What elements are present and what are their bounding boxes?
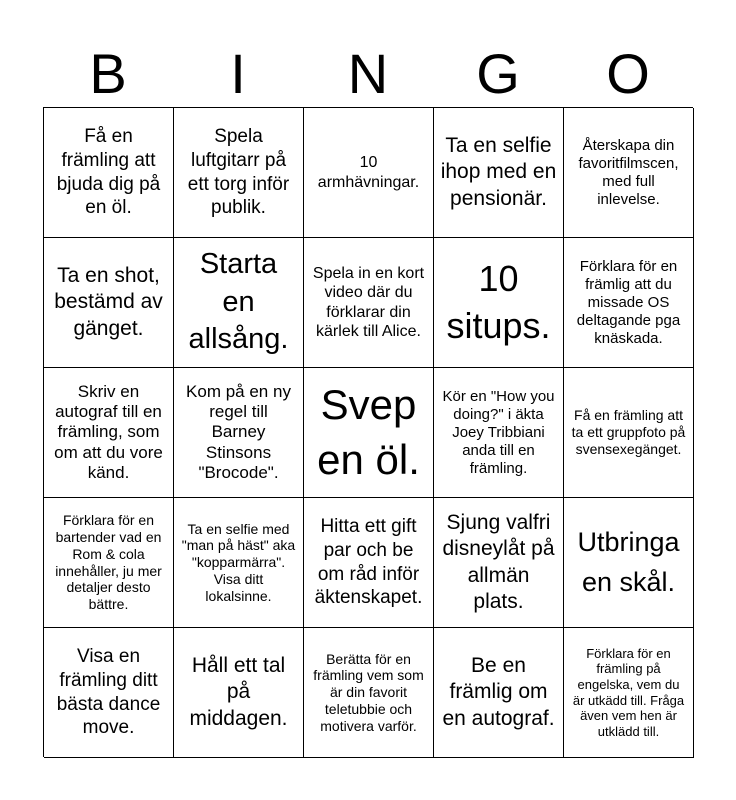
cell-text: Svep en öl. xyxy=(317,380,420,483)
cell-text: Få en främling att bjuda dig på en öl. xyxy=(56,126,161,219)
bingo-cell-r1c1[interactable] xyxy=(44,108,174,238)
cell-text: Förklara för en främling på engelska, vem du är utkädd till. Fråga även vem hen är utklädd till. xyxy=(572,645,685,739)
cell-text: Utbringa en skål. xyxy=(577,527,680,597)
header-letter-n: N xyxy=(347,42,389,105)
cell-text: Hitta ett gift par och be om råd inför äktenskapet. xyxy=(314,516,423,609)
bingo-cell-r3c1[interactable] xyxy=(44,368,174,498)
cell-text: 10 situps. xyxy=(446,257,551,346)
bingo-cell-r3c5[interactable] xyxy=(564,368,694,498)
bingo-cell-r4c2[interactable] xyxy=(174,498,304,628)
bingo-cell-r5c3[interactable] xyxy=(304,628,434,758)
cell-text: Håll ett tal på middagen. xyxy=(189,654,288,730)
cell-text: Starta en allsång. xyxy=(188,247,289,356)
bingo-cell-r1c5[interactable] xyxy=(564,108,694,238)
bingo-cell-r2c5[interactable] xyxy=(564,238,694,368)
bingo-cell-r2c2[interactable] xyxy=(174,238,304,368)
cell-text: Kör en "How you doing?" i äkta Joey Tribbiani anda till en främling. xyxy=(442,387,555,477)
bingo-cell-r3c2[interactable] xyxy=(174,368,304,498)
bingo-cell-r1c4[interactable] xyxy=(434,108,564,238)
cell-text: Skriv en autograf till en främling, som om att du vore känd. xyxy=(54,381,163,483)
bingo-cell-r1c2[interactable] xyxy=(174,108,304,238)
cell-text: Spela luftgitarr på ett torg inför publik. xyxy=(187,126,290,219)
bingo-cell-r3c4[interactable] xyxy=(434,368,564,498)
cell-text: Få en främling att ta ett gruppfoto på svensexegänget. xyxy=(571,407,686,457)
cell-text: Återskapa din favoritfilmscen, med full inlevelse. xyxy=(578,136,679,208)
header-letter-b: B xyxy=(89,42,127,105)
cell-text: Ta en shot, bestämd av gänget. xyxy=(54,264,163,340)
cell-text: 10 armhävningar. xyxy=(317,154,420,191)
cell-text: Förklara för en främlig att du missade OS deltagande pga knäskada. xyxy=(576,257,681,347)
bingo-cell-r4c5[interactable] xyxy=(564,498,694,628)
cell-text: Förklara för en bartender vad en Rom & cola innehåller, ju mer detaljer desto bättre. xyxy=(55,512,162,613)
bingo-cell-r2c1[interactable] xyxy=(44,238,174,368)
bingo-cell-r2c4[interactable] xyxy=(434,238,564,368)
bingo-cell-r5c5[interactable] xyxy=(564,628,694,758)
bingo-cell-r4c4[interactable] xyxy=(434,498,564,628)
bingo-cell-r3c3[interactable] xyxy=(304,368,434,498)
header-letter-i: I xyxy=(230,42,246,105)
cell-text: Kom på en ny regel till Barney Stinsons "Brocode". xyxy=(186,381,291,483)
bingo-cell-r5c4[interactable] xyxy=(434,628,564,758)
cell-text: Ta en selfie med "man på häst" aka "kopparmärra". Visa ditt lokalsinne. xyxy=(181,520,296,604)
cell-text: Sjung valfri disneylåt på allmän plats. xyxy=(442,511,555,613)
bingo-cell-r4c3[interactable] xyxy=(304,498,434,628)
cell-text: Visa en främling ditt bästa dance move. xyxy=(56,646,161,739)
header-letter-g: G xyxy=(476,42,520,105)
bingo-grid xyxy=(43,107,693,757)
bingo-header xyxy=(43,40,693,108)
bingo-cell-r2c3[interactable] xyxy=(304,238,434,368)
cell-text: Berätta för en främling vem som är din favorit teletubbie och motivera varför. xyxy=(313,650,424,734)
cell-text: Ta en selfie ihop med en pensionär. xyxy=(440,134,557,210)
bingo-cell-r4c1[interactable] xyxy=(44,498,174,628)
bingo-cell-r1c3[interactable] xyxy=(304,108,434,238)
bingo-cell-r5c1[interactable] xyxy=(44,628,174,758)
cell-text: Spela in en kort video där du förklarar din kärlek till Alice. xyxy=(312,265,425,340)
bingo-cell-r5c2[interactable] xyxy=(174,628,304,758)
cell-text: Be en främlig om en autograf. xyxy=(442,654,555,730)
header-letter-o: O xyxy=(606,42,650,105)
